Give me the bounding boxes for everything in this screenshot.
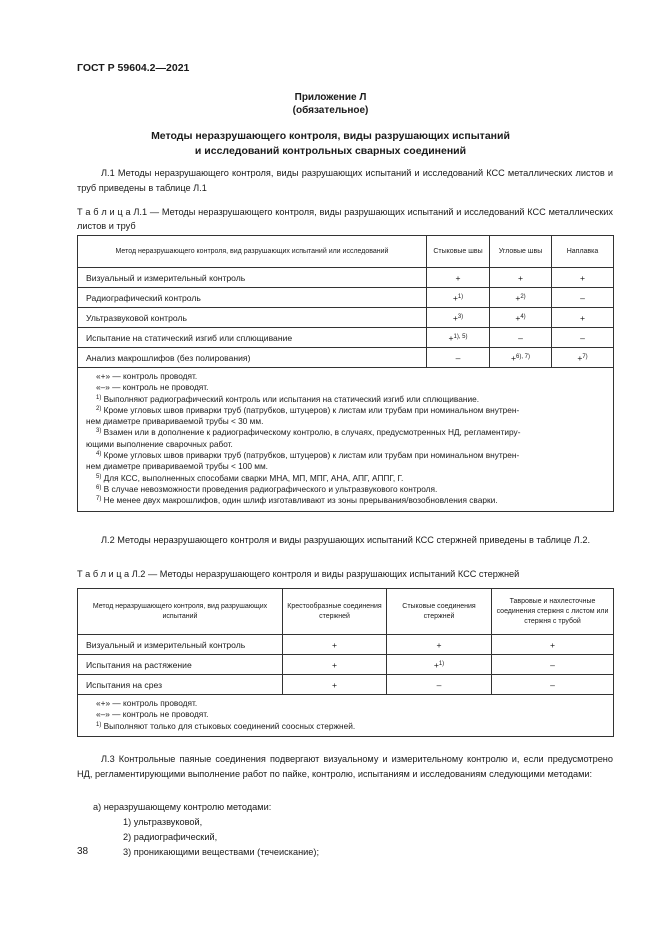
- table-cell: +: [427, 268, 490, 288]
- page-number: 38: [77, 846, 89, 857]
- note-minus: «–» — контроль не проводят.: [96, 382, 209, 393]
- table-row: [78, 635, 614, 655]
- table-cell: Радиографический контроль: [78, 288, 427, 308]
- table-notes-row: [78, 368, 614, 512]
- paragraph-l1: Л.1 Методы неразрушающего контроля, виды разрушающих испытаний и исследований КСС металлических листов и труб приведены в таблице Л.1: [77, 168, 613, 193]
- table-notes: [78, 695, 614, 737]
- footnote-continuation: ющими выполнение сварочных работ.: [86, 438, 233, 449]
- table-row: [78, 288, 614, 308]
- table-notes: [78, 368, 614, 512]
- table-cell: +$^{1)}$: [427, 288, 490, 308]
- footnote: $^{1)}$ Выполняют радиографический контроль или испытания на статический изгиб или сплющивание.: [96, 393, 479, 404]
- footnote: $^{7)}$ Не менее двух макрошлифов, один шлиф изготавливают из зоны прерывания/возобновления сварки.: [96, 495, 498, 506]
- table-cell: +: [552, 308, 614, 328]
- table-row: [78, 328, 614, 348]
- list-item: а) неразрушающему контролю методами:: [93, 802, 272, 812]
- footnote: $^{5)}$ Для КСС, выполненных способами сварки МНА, МП, МПГ, АНА, АПГ, АППГ, Г.: [96, 472, 404, 483]
- appendix-heading-line2: и исследований контрольных сварных соединений: [194, 145, 467, 157]
- paragraph-l2: Л.2 Методы неразрушающего контроля и виды разрушающих испытаний КСС стержней приведены в таблице Л.2.: [101, 535, 591, 545]
- table-cell: –: [552, 328, 614, 348]
- table-cell: Испытание на статический изгиб или сплющивание: [78, 328, 427, 348]
- table-cell: +$^{1)}$: [387, 655, 492, 675]
- table-cell: Анализ макрошлифов (без полирования): [78, 348, 427, 368]
- table-cell: Испытания на растяжение: [78, 655, 283, 675]
- table-header-row: [78, 589, 614, 635]
- footnote: $^{2)}$ Кроме угловых швов приварки труб (патрубков, штуцеров) к листам или трубам при номинальном внутрен-: [96, 404, 520, 415]
- note-plus: «+» — контроль проводят.: [96, 371, 198, 381]
- table-cell: –: [552, 288, 614, 308]
- table-l1: [77, 235, 614, 512]
- table-header-cell: Стыковые соединения стержней: [387, 589, 492, 635]
- appendix-status: (обязательное): [292, 105, 369, 116]
- table-cell: Ультразвуковой контроль: [78, 308, 427, 328]
- table-header-cell: Наплавка: [552, 236, 614, 268]
- list-item: 3) проникающими веществами (течеискание);: [123, 847, 320, 857]
- table-header-cell: Метод неразрушающего контроля, вид разрушающих испытаний: [78, 589, 283, 635]
- table-cell: Визуальный и измерительный контроль: [78, 635, 283, 655]
- table-cell: Испытания на срез: [78, 675, 283, 695]
- table-cell: +: [283, 635, 387, 655]
- note-minus: «–» — контроль не проводят.: [96, 709, 209, 720]
- table-cell: +: [283, 655, 387, 675]
- table-cell: +$^{6), 7)}$: [490, 348, 552, 368]
- table-row: [78, 675, 614, 695]
- table-row: [78, 655, 614, 675]
- footnote: $^{3)}$ Взамен или в дополнение к радиографическому контролю, в случаях, предусмотренных НД, регламентиру-: [96, 427, 521, 438]
- footnote: $^{6)}$ В случае невозможности проведения радиографического и ультразвукового контроля.: [96, 483, 438, 494]
- table-cell: +$^{3)}$: [427, 308, 490, 328]
- footnote-continuation: нем диаметре привариваемой трубы < 30 мм.: [86, 416, 264, 427]
- footnote: $^{1)}$ Выполняют только для стыковых соединений соосных стержней.: [96, 720, 356, 731]
- table-cell: +: [283, 675, 387, 695]
- table-header-cell: Угловые швы: [490, 236, 552, 268]
- footnote: $^{4)}$ Кроме угловых швов приварки труб (патрубков, штуцеров) к листам или трубам при номинальном внутрен-: [96, 450, 520, 461]
- table-cell: –: [387, 675, 492, 695]
- table-row: [78, 268, 614, 288]
- table-cell: +: [387, 635, 492, 655]
- table-header-cell: Метод неразрушающего контроля, вид разрушающих испытаний или исследований: [78, 236, 427, 268]
- table-cell: +$^{4)}$: [490, 308, 552, 328]
- table2-caption: Т а б л и ц а Л.2 — Методы неразрушающего контроля и виды разрушающих испытаний КСС стержней: [77, 569, 520, 579]
- table-cell: –: [492, 675, 614, 695]
- appendix-heading-line1: Методы неразрушающего контроля, виды разрушающих испытаний: [151, 130, 510, 142]
- table-l2: [77, 588, 614, 737]
- appendix-title: Приложение Л: [294, 92, 367, 103]
- table-cell: +$^{7)}$: [552, 348, 614, 368]
- document-code: ГОСТ Р 59604.2—2021: [77, 62, 190, 74]
- table-cell: +: [490, 268, 552, 288]
- note-plus: «+» — контроль проводят.: [96, 698, 198, 708]
- table-cell: –: [492, 655, 614, 675]
- table-header-cell: Тавровые и нахлесточные соединения стержня с листом или стержня с трубой: [492, 589, 614, 635]
- table-header-row: [78, 236, 614, 268]
- list-item: 1) ультразвуковой,: [123, 817, 203, 827]
- footnote-continuation: нем диаметре привариваемой трубы < 100 мм.: [86, 461, 268, 472]
- table-cell: +$^{2)}$: [490, 288, 552, 308]
- table-row: [78, 348, 614, 368]
- table-cell: +$^{1), 5)}$: [427, 328, 490, 348]
- table-header-cell: Стыковые швы: [427, 236, 490, 268]
- list-item: 2) радиографический,: [123, 832, 218, 842]
- table-notes-row: [78, 695, 614, 737]
- table-cell: Визуальный и измерительный контроль: [78, 268, 427, 288]
- table1-caption: Т а б л и ц а Л.1 — Методы неразрушающего контроля, виды разрушающих испытаний и исследований КСС металлических листов и труб: [77, 207, 613, 231]
- table-row: [78, 308, 614, 328]
- table-cell: +: [552, 268, 614, 288]
- table-cell: –: [490, 328, 552, 348]
- table-header-cell: Крестообразные соединения стержней: [283, 589, 387, 635]
- paragraph-l3: Л.3 Контрольные паяные соединения подвергают визуальному и измерительному контролю и, если предусмотрено НД, регламентирующими выполнение работ по пайке, контролю, испытаниям и исследованиям следующими методами:: [77, 754, 613, 779]
- table-cell: –: [427, 348, 490, 368]
- table-cell: +: [492, 635, 614, 655]
